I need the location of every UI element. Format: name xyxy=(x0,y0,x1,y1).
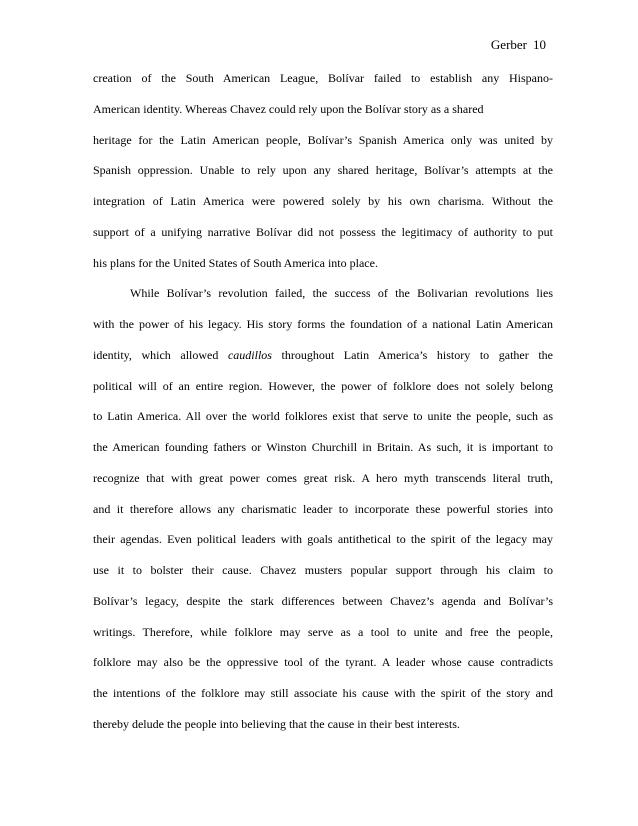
text-line xyxy=(93,501,553,532)
text-line xyxy=(93,685,553,716)
text-line xyxy=(93,470,553,501)
text-run: thereby delude the people into believing that the cause in their best interests. xyxy=(93,716,460,731)
text-run: his plans for the United States of South America into place. xyxy=(93,255,378,270)
text-run: folklore may also be the oppressive tool of the tyrant. A leader whose cause contradicts xyxy=(93,655,553,670)
text-run: to Latin America. All over the world folklores exist that serve to unite the people, such as xyxy=(93,409,553,424)
text-line xyxy=(93,593,553,624)
text-line xyxy=(93,101,553,132)
text-run: support of a unifying narrative Bolívar did not possess the legitimacy of authority to put xyxy=(93,224,553,239)
text-run: identity, which allowed xyxy=(93,347,228,362)
text-line xyxy=(93,70,553,101)
text-run: with the power of his legacy. His story forms the foundation of a national Latin American xyxy=(93,317,553,331)
text-line xyxy=(93,316,553,347)
text-line xyxy=(93,347,553,378)
italic-term: caudillos xyxy=(227,347,272,362)
text-run: the American founding fathers or Winston Churchill in Britain. As such, it is important to xyxy=(93,440,553,454)
text-line xyxy=(93,285,553,316)
text-run: heritage for the Latin American people, Bolívar’s Spanish America only was united by xyxy=(93,132,553,147)
text-line xyxy=(93,531,553,562)
text-run: Spanish oppression. Unable to rely upon any shared heritage, Bolívar’s attempts at the xyxy=(93,163,553,178)
text-line xyxy=(93,654,553,685)
text-line xyxy=(93,408,553,439)
text-line xyxy=(93,378,553,409)
text-run: use it to bolster their cause. Chavez musters popular support through his claim to xyxy=(93,563,553,577)
text-line xyxy=(93,562,553,593)
text-run: and it therefore allows any charismatic leader to incorporate these powerful stories into xyxy=(93,501,553,516)
header-author: Gerber xyxy=(490,37,527,52)
text-line xyxy=(93,224,553,255)
text-run: the intentions of the folklore may still associate his cause with the spirit of the story and xyxy=(93,686,553,700)
text-line xyxy=(93,716,553,747)
text-line xyxy=(93,193,553,224)
text-run: American identity. Whereas Chavez could rely upon the Bolívar story as a shared xyxy=(93,101,484,116)
text-run: political will of an entire region. However, the power of folklore does not solely belong xyxy=(93,378,553,393)
text-run: creation of the South American League, Bolívar failed to establish any Hispano- xyxy=(93,71,553,85)
text-line xyxy=(93,162,553,193)
running-header xyxy=(491,37,546,53)
text-run: recognize that with great power comes great risk. A hero myth transcends literal truth, xyxy=(93,470,553,485)
text-line xyxy=(93,439,553,470)
text-line xyxy=(93,255,553,286)
text-run: their agendas. Even political leaders with goals antithetical to the spirit of the legacy may xyxy=(93,532,553,547)
text-run: throughout Latin America’s history to gather the xyxy=(271,347,553,362)
page-number: 10 xyxy=(533,37,546,52)
text-line xyxy=(93,624,553,655)
text-run: While Bolívar’s revolution failed, the success of the Bolivarian revolutions lies xyxy=(130,286,553,301)
text-run: integration of Latin America were powered solely by his own charisma. Without the xyxy=(93,194,553,208)
text-run: writings. Therefore, while folklore may serve as a tool to unite and free the people, xyxy=(93,624,553,639)
text-run: Bolívar’s legacy, despite the stark differences between Chavez’s agenda and Bolívar’s xyxy=(93,593,553,608)
text-line xyxy=(93,132,553,163)
body-text xyxy=(93,70,553,747)
